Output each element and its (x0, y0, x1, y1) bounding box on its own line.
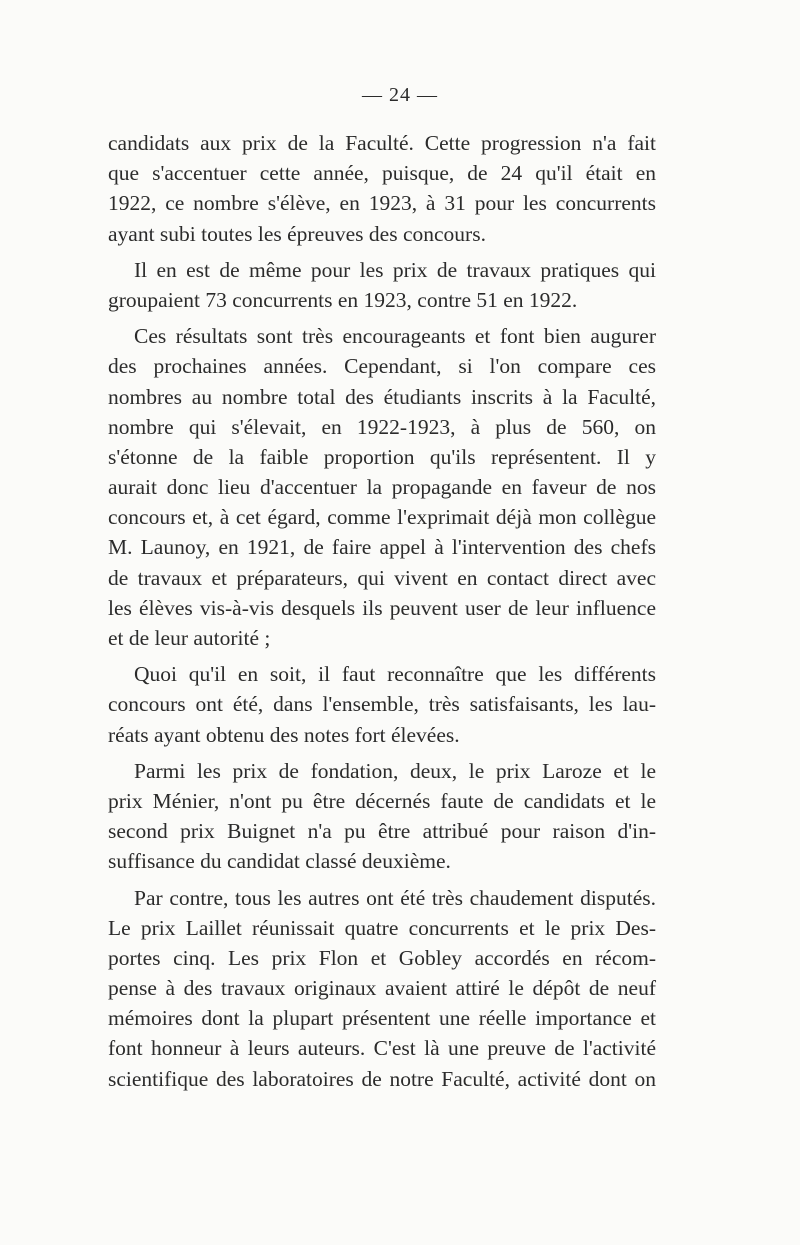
paragraph (108, 321, 656, 653)
text-line: 1922, ce nombre s'élève, en 1923, à 31 pour les concurrents (108, 191, 656, 216)
text-line: font honneur à leurs auteurs. C'est là une preuve de l'activité (108, 1036, 656, 1061)
text-line: M. Launoy, en 1921, de faire appel à l'intervention des chefs (108, 535, 656, 560)
text-line: groupaient 73 concurrents en 1923, contre 51 en 1922. (108, 287, 578, 312)
text-line: second prix Buignet n'a pu être attribué pour raison d'in- (108, 819, 656, 844)
text-line: Le prix Laillet réunissait quatre concurrents et le prix Des- (108, 915, 656, 940)
text-line: Ces résultats sont très encourageants et font bien augurer (134, 324, 656, 349)
text-line: scientifique des laboratoires de notre Faculté, activité dont on (108, 1066, 656, 1091)
text-line: mémoires dont la plupart présentent une réelle importance et (108, 1006, 656, 1031)
text-line: aurait donc lieu d'accentuer la propagande en faveur de nos (108, 475, 656, 500)
text-line: nombres au nombre total des étudiants inscrits à la Faculté, (108, 384, 656, 409)
text-line: les élèves vis-à-vis desquels ils peuvent user de leur influence (108, 595, 656, 620)
text-line: concours et, à cet égard, comme l'exprimait déjà mon collègue (108, 505, 656, 530)
text-line: ayant subi toutes les épreuves des concours. (108, 221, 486, 246)
paragraph (108, 659, 656, 750)
body-text (108, 128, 656, 1094)
text-line: réats ayant obtenu des notes fort élevées. (108, 722, 460, 747)
page-number: — 24 — (362, 84, 438, 106)
paragraph (108, 883, 656, 1094)
text-line: Par contre, tous les autres ont été très chaudement disputés. (134, 885, 656, 910)
text-line: concours ont été, dans l'ensemble, très satisfaisants, les lau- (108, 692, 656, 717)
text-line: pense à des travaux originaux avaient attiré le dépôt de neuf (108, 976, 656, 1001)
text-line: Quoi qu'il en soit, il faut reconnaître que les différents (134, 662, 656, 687)
text-line: candidats aux prix de la Faculté. Cette progression n'a fait (108, 131, 656, 155)
paragraph (108, 255, 656, 315)
text-line: portes cinq. Les prix Flon et Gobley accordés en récom- (108, 945, 656, 970)
text-line: nombre qui s'élevait, en 1922-1923, à plus de 560, on (108, 414, 656, 439)
paragraph (108, 128, 656, 249)
text-line: suffisance du candidat classé deuxième. (108, 849, 451, 874)
text-line: que s'accentuer cette année, puisque, de 24 qu'il était en (108, 161, 656, 186)
text-line: des prochaines années. Cependant, si l'on compare ces (108, 354, 656, 379)
text-line: Parmi les prix de fondation, deux, le prix Laroze et le (134, 758, 656, 783)
text-line: et de leur autorité ; (108, 626, 271, 650)
text-line: prix Ménier, n'ont pu être décernés faute de candidats et le (108, 788, 656, 813)
text-line: de travaux et préparateurs, qui vivent en contact direct avec (108, 565, 656, 590)
paragraph (108, 756, 656, 877)
text-line: s'étonne de la faible proportion qu'ils représentent. Il y (108, 444, 656, 469)
text-line: Il en est de même pour les prix de travaux pratiques qui (134, 257, 656, 282)
